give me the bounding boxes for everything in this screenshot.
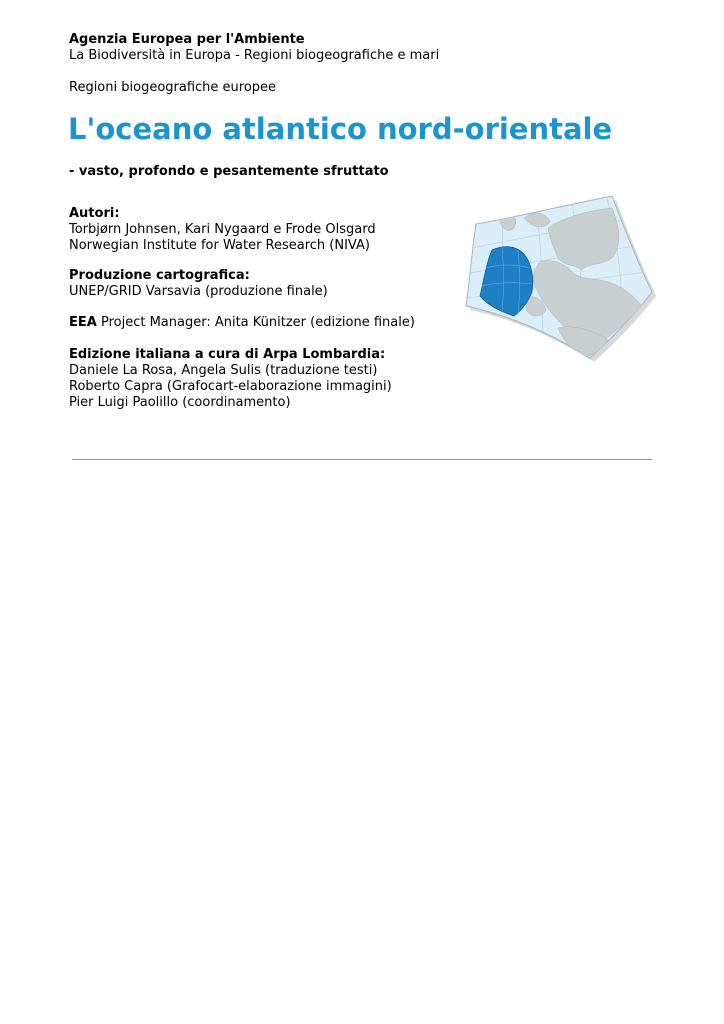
horizontal-divider xyxy=(72,459,652,460)
agency-name: Agenzia Europea per l'Ambiente xyxy=(69,32,305,47)
authors-institute: Norwegian Institute for Water Research (NIVA) xyxy=(69,238,370,253)
project-manager-label: EEA xyxy=(69,315,97,330)
italian-credit: Pier Luigi Paolillo (coordinamento) xyxy=(69,395,291,410)
cartography-heading: Produzione cartografica: xyxy=(69,268,250,283)
page-title: L'oceano atlantico nord-orientale xyxy=(68,112,613,146)
project-manager xyxy=(69,315,415,331)
section-label: Regioni biogeografiche europee xyxy=(69,80,277,95)
europe-map-icon xyxy=(462,188,658,362)
subtitle: - vasto, profondo e pesantemente sfruttato xyxy=(69,164,389,179)
italian-credit: Daniele La Rosa, Angela Sulis (traduzione testi) xyxy=(69,363,378,378)
series-title: La Biodiversità in Europa - Regioni biogeografiche e mari xyxy=(69,48,440,63)
authors-names: Torbjørn Johnsen, Kari Nygaard e Frode Olsgard xyxy=(69,222,376,237)
italian-credit: Roberto Capra (Grafocart-elaborazione immagini) xyxy=(69,379,392,394)
authors-heading: Autori: xyxy=(69,206,120,221)
italian-edition-heading: Edizione italiana a cura di Arpa Lombardia: xyxy=(69,347,386,362)
project-manager-text: Project Manager: Anita Künitzer (edizione finale) xyxy=(96,315,415,330)
europe-map-graphic xyxy=(462,188,658,362)
cartography-text: UNEP/GRID Varsavia (produzione finale) xyxy=(69,284,328,299)
